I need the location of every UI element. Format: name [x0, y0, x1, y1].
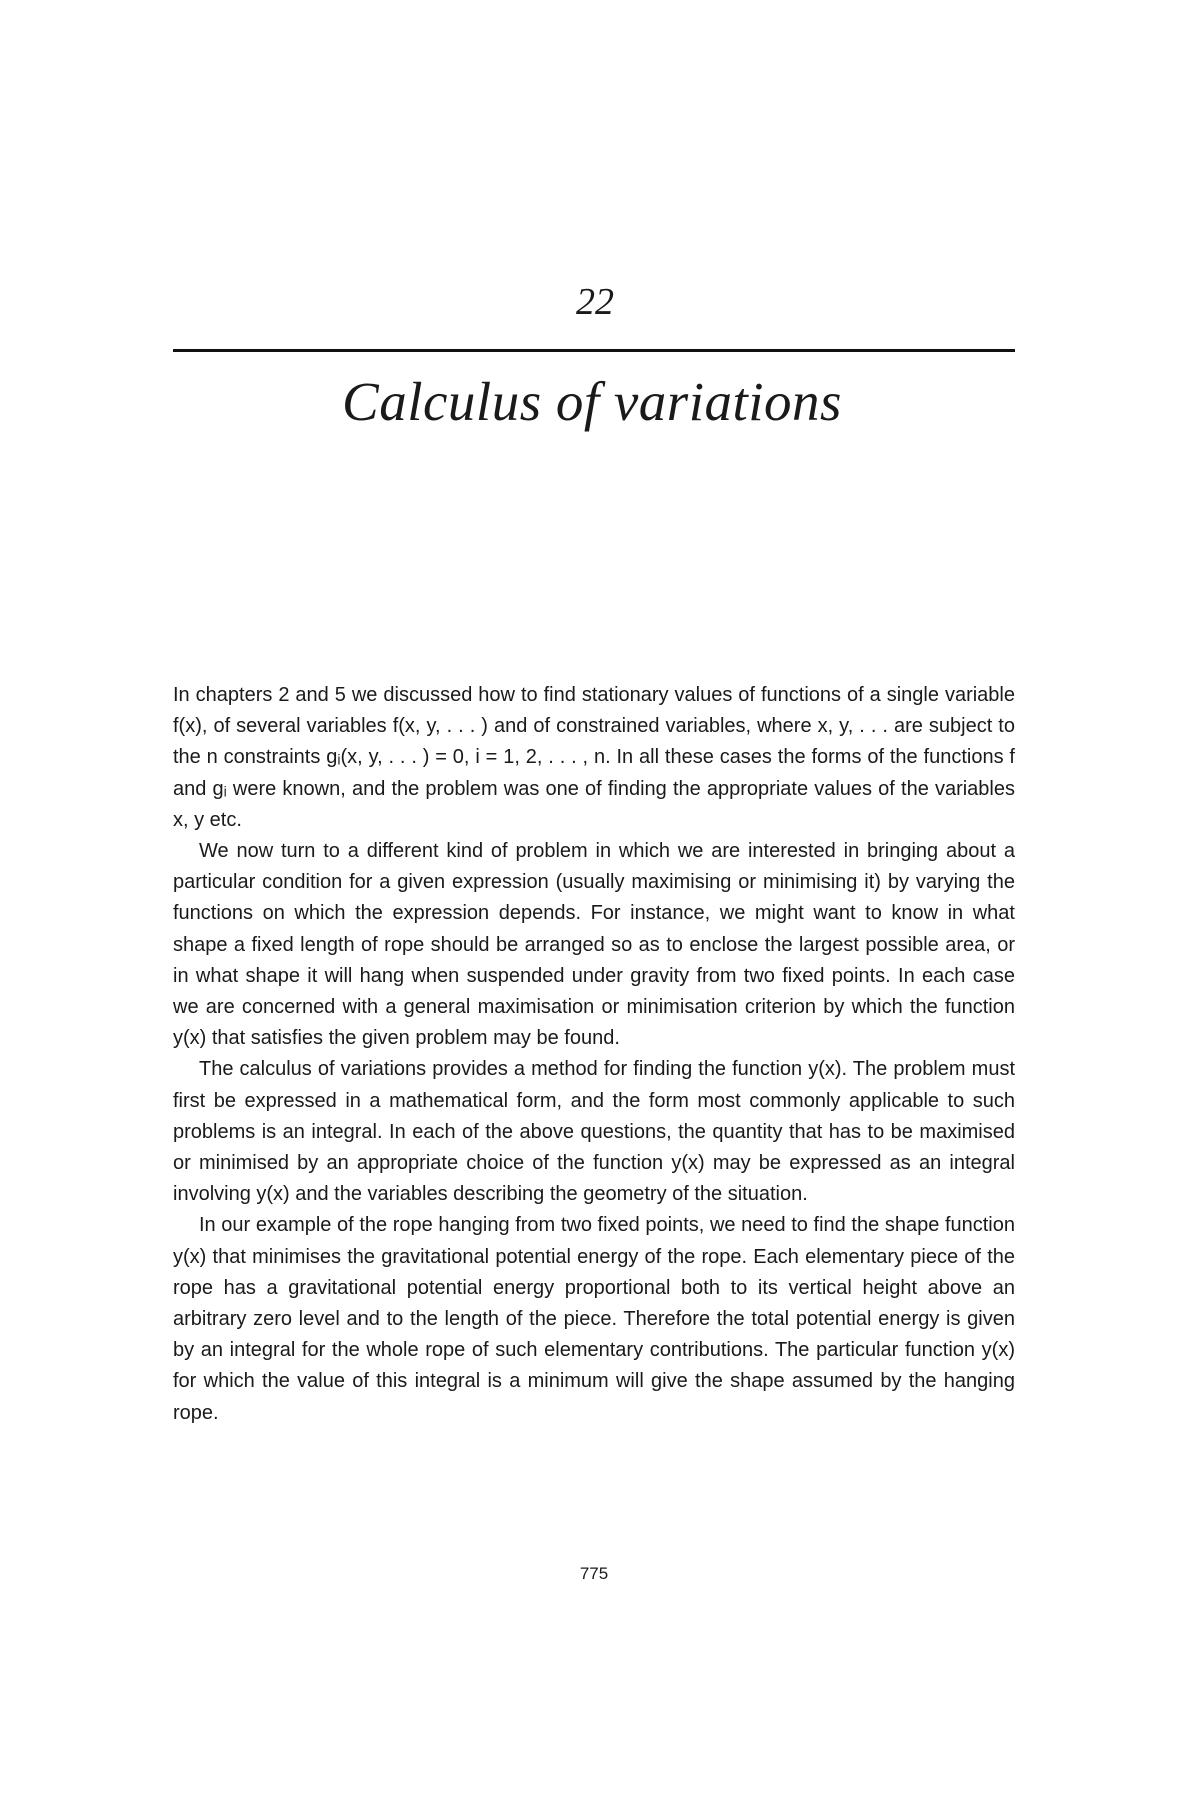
chapter-number: 22: [576, 281, 614, 323]
paragraph-4: In our example of the rope hanging from two fixed points, we need to find the shape function y(x) that minimises the gravitational potential energy of the rope. Each elementary piece of the rope has a gravitational potential energy proportional both to its vertical height above an arbitrary zero level and to the length of the piece. Therefore the total potential energy is given by an integral for the whole rope of such elementary contributions. The particular function y(x) for which the value of this integral is a minimum will give the shape assumed by the hanging rope.: [173, 1214, 1015, 1424]
body-text: [173, 680, 1015, 1429]
page-number: 775: [579, 1564, 609, 1583]
paragraph-1: In chapters 2 and 5 we discussed how to find stationary values of functions of a single variable f(x), of several variables f(x, y, . . . ) and of constrained variables, where x, y, . . . are subject to the n constraints gᵢ(x, y, . . . ) = 0, i = 1, 2, . . . , n. In all these cases the forms of the functions f and gᵢ were known, and the problem was one of finding the appropriate values of the variables x, y etc.: [173, 684, 1015, 831]
chapter-rule: [173, 349, 1015, 352]
paragraph-2: We now turn to a different kind of problem in which we are interested in bringing about a particular condition for a given expression (usually maximising or minimising it) by varying the functions on which the expression depends. For instance, we might want to know in what shape a fixed length of rope should be arranged so as to enclose the largest possible area, or in what shape it will hang when suspended under gravity from two fixed points. In each case we are concerned with a general maximisation or minimisation criterion by which the function y(x) that satisfies the given problem may be found.: [173, 840, 1015, 1050]
chapter-title: Calculus of variations: [342, 371, 842, 432]
paragraph-3: The calculus of variations provides a method for finding the function y(x). The problem must first be expressed in a mathematical form, and the form most commonly applicable to such problems is an integral. In each of the above questions, the quantity that has to be maximised or minimised by an appropriate choice of the function y(x) may be expressed as an integral involving y(x) and the variables describing the geometry of the situation.: [173, 1058, 1015, 1206]
